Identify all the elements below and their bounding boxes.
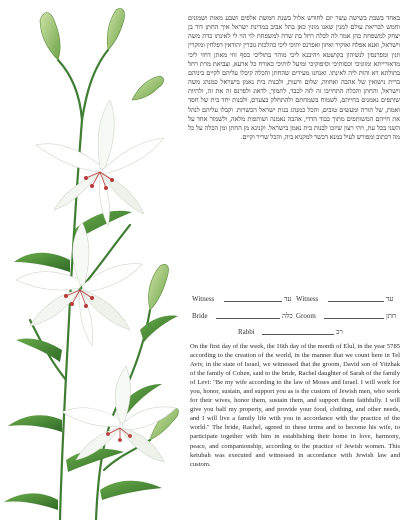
rabbi-signature-row: [192, 326, 396, 338]
english-text-column: [190, 342, 400, 469]
rabbi-label-en: Rabbi: [238, 328, 255, 336]
witness-label-en-2: Witness: [296, 295, 319, 303]
lily-flower-lower: [62, 366, 176, 462]
leaves: [4, 211, 178, 510]
witness-signature-row: [192, 293, 396, 305]
groom-label-en: Groom: [296, 312, 316, 320]
witness-line-2: [328, 301, 384, 302]
bride-label-he: כלה: [282, 312, 293, 320]
lily-flower-upper: [36, 100, 164, 226]
bride-line: [216, 318, 280, 319]
couple-signature-row: [192, 310, 396, 322]
rabbi-line: [262, 334, 334, 335]
lily-illustration: [0, 0, 190, 520]
bride-label-en: Bride: [192, 312, 208, 320]
english-ketubah-text: On the first day of the week, the 16th day of the month of Elul, in the year 5785 according to the creation of the world, in the manner that we count here in Tel Aviv, in the state of Israel, we witnessed that the groom, David son of Yitzhak of the family of Cohen, said to the bride, Rachel daughter of Sarah of the family of Levi: "Be my wife according to the law of Moses and Israel. I will work for you, honor, sustain, and support you as is the custom of Jewish men, who work for their wives, honor them, sustain them, and support them faithfully. I will give you half my property, and provide your food, clothing, and other needs, and I will live a family life with you in accordance with the practice of the world." The bride, Rachel, agreed to these terms and to become his wife, to participate together with him in establishing their home in love, harmony, peace, and companionship, according to the practice of Jewish women. This ketubah was executed and witnessed in accordance with Jewish law and custom.: [190, 343, 400, 468]
witness-label-en: Witness: [192, 295, 215, 303]
witness-label-he-1: עד: [284, 295, 292, 303]
groom-label-he: חתן: [386, 312, 397, 320]
witness-line-1: [224, 301, 282, 302]
lily-buds: [40, 8, 179, 440]
groom-line: [324, 318, 384, 319]
witness-label-he-2: עד: [386, 295, 394, 303]
hebrew-text-column: [188, 14, 400, 300]
rabbi-label-he: רב: [336, 328, 343, 336]
hebrew-ketubah-text: באחד בשבת בשישה עשר יום לחודש אלול בשנת חמשת אלפים ושבע מאות ושמונים וחמש לבריאת עולם למנין שאנו מונין כאן בתל אביב במדינת ישראל איך החתן דוד בן יצחק למשפחת כהן אמר לה לכלה רחל בת שרה למשפחת לוי הוי לי לאינתו כדת משה וישראל, ואנא אפלח ואוקיר ואיזון ואפרנס יתיכי ליכי כהלכות גוברין יהודאין דפלחין ומוקרין וזנין ומפרנסין לנשיהון בקושטא ויהיבנא ליכי מוהר בתוליכי כסף זוזי מאתן דחזי ליכי מדאורייתא ומזוניכי וכסותיכי וסיפוקיכי ומיעל לותיכי כאורח כל ארעא, וצביאת מרת רחל בתולתא דא והות ליה לאינתו. ואנחנו מעידים שהחתן והכלה קיבלו עליהם לקיים ביניהם ברית נישואין של אהבה ואחווה, שלום ורעות, ולבנות בית נאמן בישראל כמנהג משה וישראל, והחתן והכלה התחייבו זה לזה לכבד, לתמוך, לדאוג ולפרנס זה את זה, ולהיות שותפים נאמנים בחייהם, לשמוח בשמחתם ולהתחלק בצערם, ולבנות יחד בית של חסד ואמת, של תורה ומעשים טובים, והכל כמנהג בנות ישראל הכשרות. וקבלו עליהם לנהל את חייהם המשותפים מתוך כבוד הדדי, אהבה נאמנה ושותפות מלאה, ולשמור אחד על השני בכל עת, ויהי רצון שיזכו לבנות בית נאמן בישראל. וקנינא מן החתן ומן הכלה על כל מה דכתוב ומפורש לעיל במנא דכשר למקניא ביה, והכל שריר וקיים.: [188, 15, 400, 142]
